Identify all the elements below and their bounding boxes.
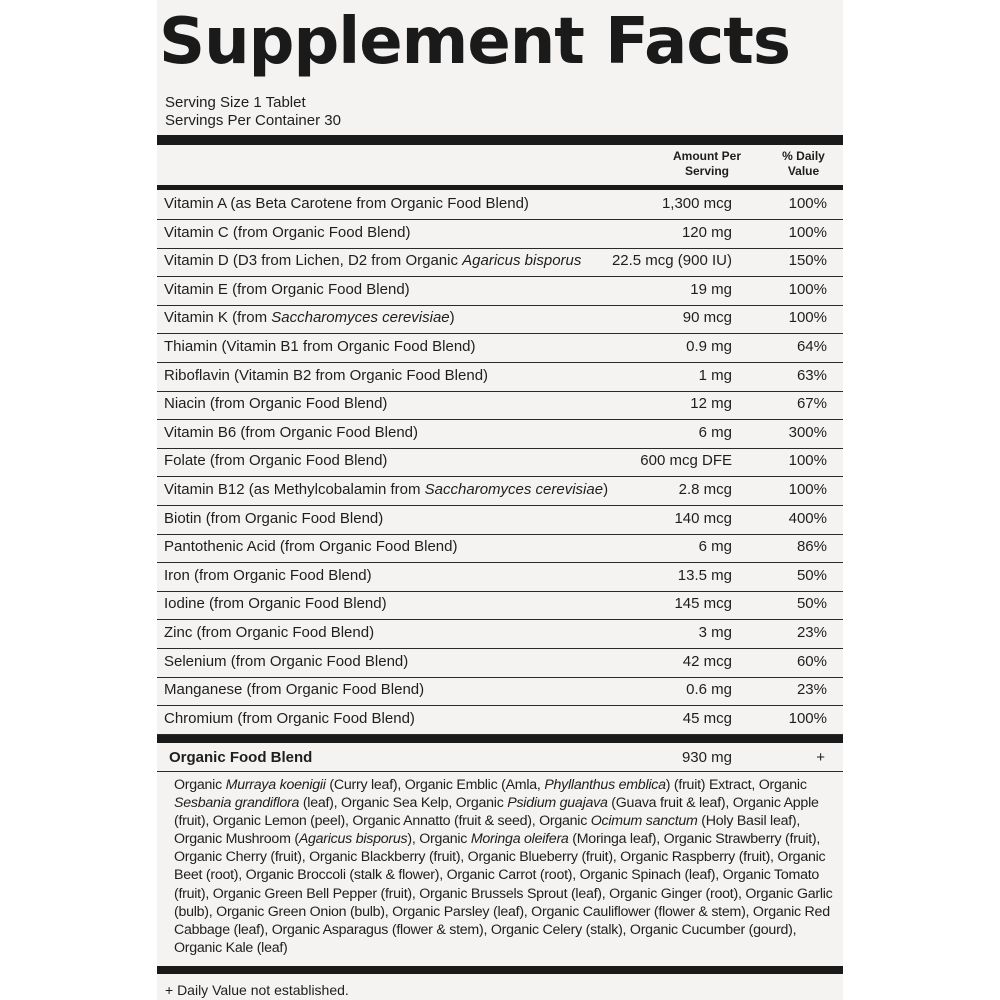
- thick-divider-bottom: [157, 966, 843, 974]
- nutrient-name: Iron (from Organic Food Blend): [164, 566, 372, 584]
- blend-ingredients: Organic Murraya koenigii (Curry leaf), Organic Emblic (Amla, Phyllanthus emblica) (fruit) Extract, Organic Sesbania grandiflora (leaf), Organic Sea Kelp, Organic Psidium guajava (Guava fruit & leaf), Organic Apple (fruit), Organic Lemon (peel), Organic Annatto (fruit & seed), Organic Ocimum sanctum (Holy Basil leaf), Organic Mushroom (Agaricus bisporus), Organic Moringa oleifera (Moringa leaf), Organic Strawberry (fruit), Organic Cherry (fruit), Organic Blackberry (fruit), Organic Blueberry (fruit), Organic Raspberry (fruit), Organic Beet (root), Organic Broccoli (stalk & flower), Organic Carrot (root), Organic Spinach (leaf), Organic Tomato (fruit), Organic Green Bell Pepper (fruit), Organic Brussels Sprout (leaf), Organic Ginger (root), Organic Garlic (bulb), Organic Green Onion (bulb), Organic Parsley (leaf), Organic Cauliflower (flower & stem), Organic Red Cabbage (leaf), Organic Asparagus (flower & stem), Organic Celery (stalk), Organic Cucumber (gourd), Organic Kale (leaf): [174, 777, 833, 956]
- nutrient-row: [157, 190, 843, 220]
- nutrient-row: [157, 276, 843, 306]
- nutrient-daily-value: 400%: [788, 509, 827, 527]
- nutrient-amount: 0.6 mg: [686, 681, 732, 699]
- nutrient-row: [157, 419, 843, 449]
- nutrient-daily-value: 100%: [788, 195, 827, 212]
- nutrient-row: [157, 390, 843, 420]
- nutrient-name: Vitamin E (from Organic Food Blend): [164, 280, 410, 298]
- nutrient-row: [157, 676, 843, 706]
- nutrient-row: [157, 304, 843, 334]
- nutrient-row: [157, 447, 843, 477]
- nutrient-name: Riboflavin (Vitamin B2 from Organic Food Blend): [164, 366, 489, 384]
- nutrient-amount: 22.5 mcg (900 IU): [611, 252, 732, 270]
- nutrient-row: [157, 333, 843, 363]
- blend-daily-value: +: [816, 749, 825, 766]
- nutrient-name: Folate (from Organic Food Blend): [164, 452, 388, 470]
- nutrient-row: [157, 705, 843, 735]
- thick-divider-blend: [157, 735, 843, 743]
- nutrient-daily-value: 100%: [788, 481, 827, 498]
- nutrient-name: Chromium (from Organic Food Blend): [164, 709, 415, 727]
- nutrient-name: Vitamin D (D3 from Lichen, D2 from Organic Agaricus bisporus: [164, 252, 582, 270]
- nutrient-daily-value: 100%: [788, 223, 827, 241]
- nutrient-daily-value: 23%: [796, 681, 827, 699]
- nutrient-amount: 2.8 mcg: [678, 481, 732, 498]
- thick-divider-top: [157, 135, 843, 145]
- nutrient-name: Vitamin C (from Organic Food Blend): [164, 223, 411, 241]
- nutrient-daily-value: 67%: [796, 395, 827, 413]
- nutrient-row: [157, 562, 843, 592]
- nutrient-row: [157, 247, 843, 277]
- nutrient-name: Vitamin B6 (from Organic Food Blend): [164, 423, 418, 441]
- nutrient-daily-value: 100%: [788, 452, 827, 470]
- nutrient-daily-value: 100%: [788, 709, 827, 727]
- panel-title: Supplement Facts: [159, 5, 790, 79]
- nutrient-row: [157, 505, 843, 535]
- servings-per-container: Servings Per Container 30: [165, 112, 341, 129]
- nutrient-daily-value: 100%: [788, 309, 827, 327]
- nutrient-row: [157, 648, 843, 678]
- nutrient-amount: 6 mg: [698, 423, 732, 441]
- nutrient-daily-value: 86%: [796, 538, 827, 556]
- nutrient-name: Manganese (from Organic Food Blend): [164, 681, 425, 699]
- nutrient-daily-value: 60%: [796, 652, 827, 670]
- supplement-facts-panel: [157, 0, 843, 1000]
- nutrient-row: [157, 362, 843, 392]
- nutrient-daily-value: 150%: [788, 252, 827, 270]
- header-amount-per-serving: Amount Per Serving: [672, 149, 741, 178]
- nutrient-amount: 120 mg: [681, 223, 732, 241]
- nutrient-name: Thiamin (Vitamin B1 from Organic Food Blend): [164, 338, 476, 355]
- serving-size: Serving Size 1 Tablet: [165, 94, 306, 111]
- nutrient-daily-value: 64%: [796, 338, 827, 355]
- nutrient-amount: 19 mg: [690, 280, 732, 298]
- nutrient-amount: 145 mcg: [674, 595, 732, 613]
- nutrient-amount: 3 mg: [698, 624, 732, 641]
- nutrient-name: Zinc (from Organic Food Blend): [164, 624, 375, 641]
- nutrient-row: [157, 219, 843, 249]
- nutrient-name: Vitamin B12 (as Methylcobalamin from Saccharomyces cerevisiae): [164, 481, 609, 498]
- nutrient-amount: 12 mg: [690, 395, 732, 413]
- nutrient-daily-value: 300%: [788, 423, 827, 441]
- nutrient-name: Niacin (from Organic Food Blend): [164, 395, 388, 413]
- nutrient-name: Biotin (from Organic Food Blend): [164, 509, 384, 527]
- nutrient-amount: 42 mcg: [682, 652, 732, 670]
- nutrient-row: [157, 590, 843, 620]
- blend-row: [157, 747, 843, 772]
- footnote: + Daily Value not established.: [165, 982, 349, 998]
- nutrient-amount: 1,300 mcg: [661, 195, 732, 212]
- nutrient-row: [157, 619, 843, 649]
- nutrient-amount: 90 mcg: [682, 309, 732, 327]
- nutrient-name: Iodine (from Organic Food Blend): [164, 595, 387, 613]
- nutrient-amount: 1 mg: [698, 366, 732, 384]
- nutrient-amount: 0.9 mg: [686, 338, 732, 355]
- nutrient-daily-value: 100%: [788, 280, 827, 298]
- nutrient-amount: 600 mcg DFE: [640, 452, 732, 470]
- nutrient-name: Vitamin K (from Saccharomyces cerevisiae): [164, 309, 455, 327]
- nutrient-amount: 6 mg: [698, 538, 732, 556]
- blend-amount: 930 mg: [681, 749, 732, 766]
- nutrient-amount: 45 mcg: [682, 709, 732, 727]
- blend-name: Organic Food Blend: [169, 749, 313, 766]
- nutrient-name: Vitamin A (as Beta Carotene from Organic Food Blend): [164, 195, 529, 212]
- nutrient-amount: 13.5 mg: [677, 566, 732, 584]
- nutrient-daily-value: 50%: [796, 595, 827, 613]
- nutrient-daily-value: 50%: [796, 566, 827, 584]
- nutrient-name: Selenium (from Organic Food Blend): [164, 652, 409, 670]
- nutrient-name: Pantothenic Acid (from Organic Food Blend): [164, 538, 458, 556]
- nutrient-row: [157, 476, 843, 506]
- nutrient-amount: 140 mcg: [674, 509, 732, 527]
- nutrient-row: [157, 533, 843, 563]
- nutrient-daily-value: 63%: [796, 366, 827, 384]
- nutrient-daily-value: 23%: [796, 624, 827, 641]
- header-daily-value: % Daily Value: [782, 149, 825, 178]
